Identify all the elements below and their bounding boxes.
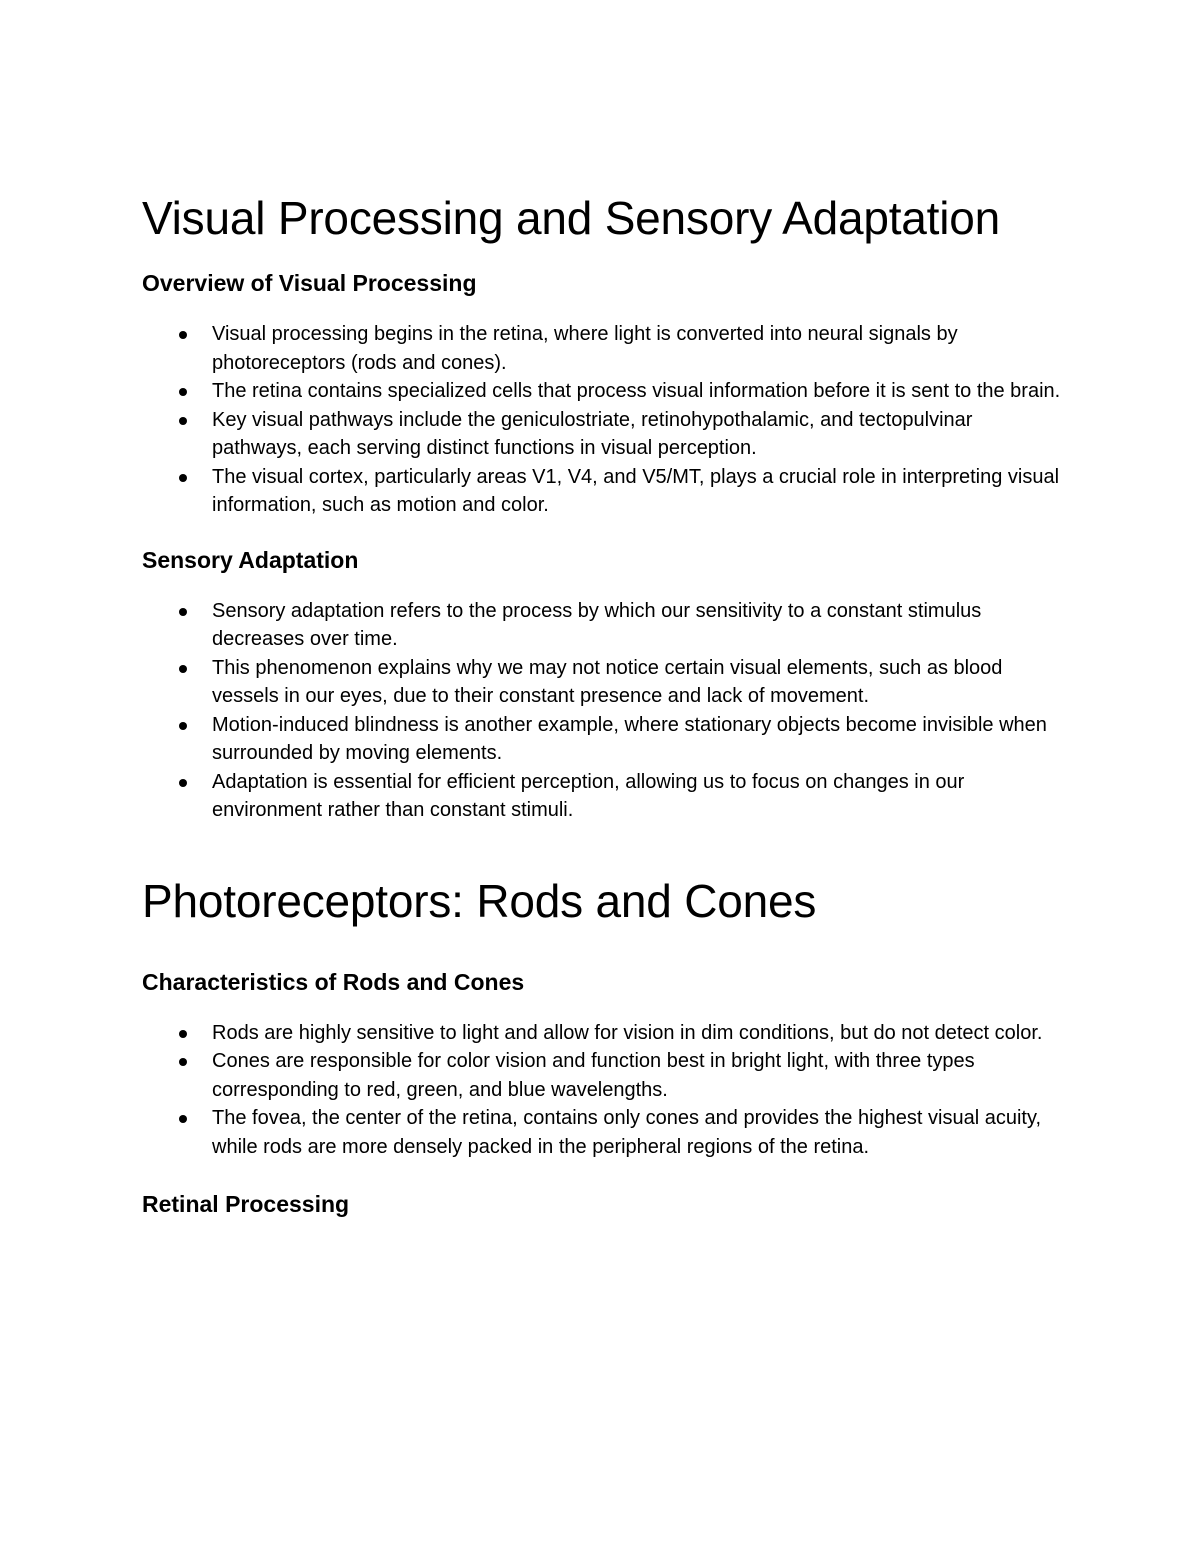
bullet-list-overview: [142, 320, 1062, 520]
bullet-icon: [179, 779, 187, 787]
bullet-icon: [179, 331, 187, 339]
bullet-list-sensory-adaptation: [142, 597, 1062, 825]
list-item: Cones are responsible for color vision and function best in bright light, with three types corresponding to red, green, and blue wavelengths.: [212, 1047, 1062, 1104]
list-item: The retina contains specialized cells that process visual information before it is sent to the brain.: [212, 377, 1062, 406]
list-item: Sensory adaptation refers to the process by which our sensitivity to a constant stimulus decreases over time.: [212, 597, 1062, 654]
list-item: This phenomenon explains why we may not notice certain visual elements, such as blood vessels in our eyes, due to their constant presence and lack of movement.: [212, 654, 1062, 711]
list-item: Adaptation is essential for efficient perception, allowing us to focus on changes in our environment rather than constant stimuli.: [212, 768, 1062, 825]
bullet-icon: [179, 608, 187, 616]
list-item: Visual processing begins in the retina, where light is converted into neural signals by photoreceptors (rods and cones).: [212, 320, 1062, 377]
bullet-icon: [179, 417, 187, 425]
bullet-icon: [179, 474, 187, 482]
bullet-icon: [179, 388, 187, 396]
section-heading-characteristics: Characteristics of Rods and Cones: [142, 968, 525, 995]
section-heading-overview: Overview of Visual Processing: [142, 270, 477, 296]
list-item: Motion-induced blindness is another example, where stationary objects become invisible when surrounded by moving elements.: [212, 711, 1062, 768]
bullet-icon: [179, 665, 187, 673]
bullet-icon: [179, 1115, 187, 1123]
bullet-icon: [179, 1030, 187, 1038]
list-item: Key visual pathways include the geniculostriate, retinohypothalamic, and tectopulvinar pathways, each serving distinct functions in visual perception.: [212, 406, 1062, 463]
bullet-list-characteristics: [142, 1019, 1062, 1162]
document-title: Visual Processing and Sensory Adaptation: [142, 192, 1001, 244]
list-item: Rods are highly sensitive to light and allow for vision in dim conditions, but do not detect color.: [212, 1019, 1062, 1048]
list-item: The visual cortex, particularly areas V1, V4, and V5/MT, plays a crucial role in interpreting visual information, such as motion and color.: [212, 463, 1062, 520]
bullet-icon: [179, 722, 187, 730]
section-heading-sensory-adaptation: Sensory Adaptation: [142, 546, 359, 573]
bullet-icon: [179, 1058, 187, 1066]
section-heading-retinal-processing: Retinal Processing: [142, 1191, 350, 1217]
document-page: [142, 188, 1062, 1219]
section-title-photoreceptors: Photoreceptors: Rods and Cones: [142, 874, 817, 927]
list-item: The fovea, the center of the retina, contains only cones and provides the highest visual acuity, while rods are more densely packed in the peripheral regions of the retina.: [212, 1104, 1062, 1161]
